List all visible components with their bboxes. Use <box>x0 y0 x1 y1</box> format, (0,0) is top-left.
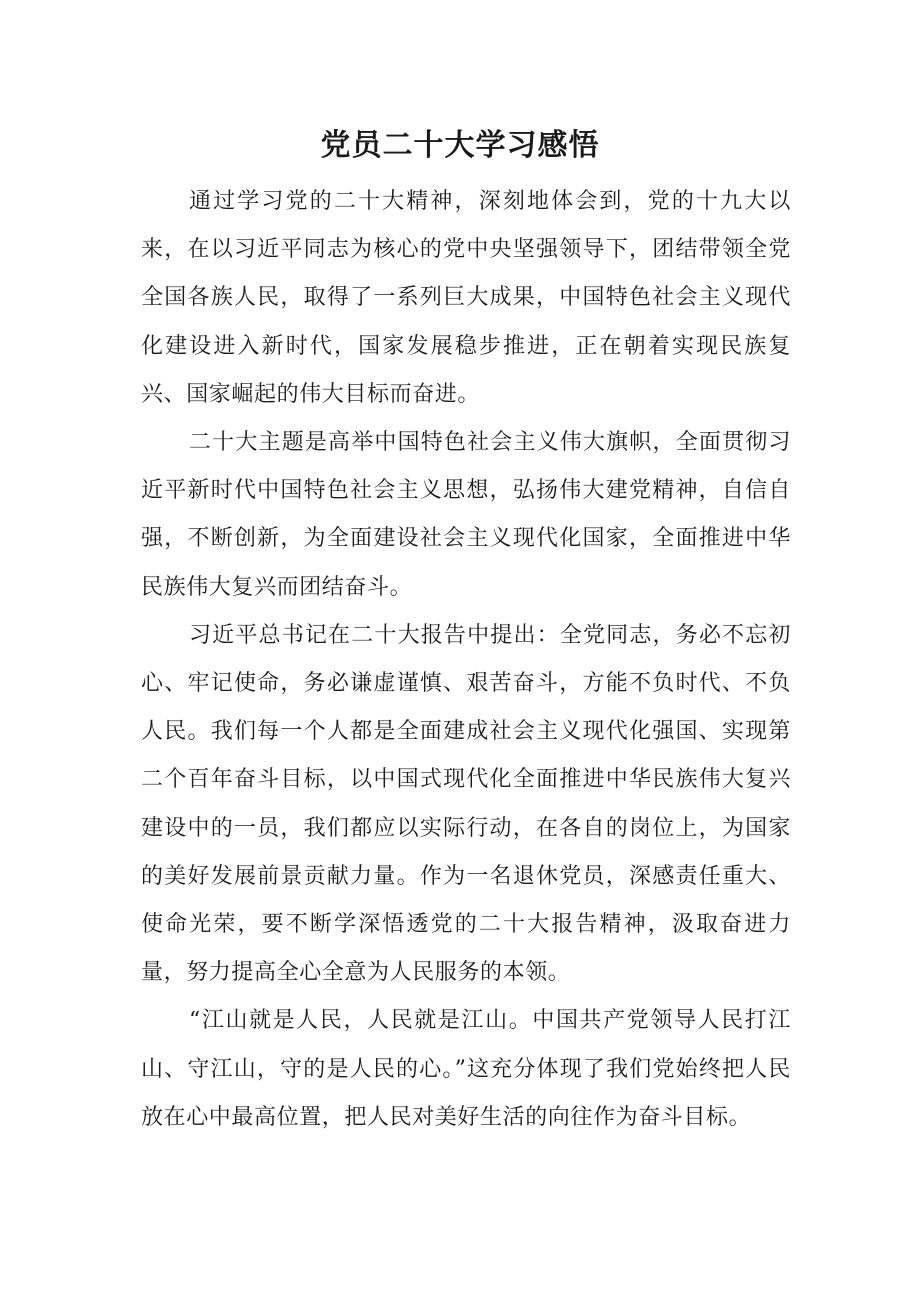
paragraph: 习近平总书记在二十大报告中提出：全党同志，务必不忘初心、牢记使命，务必谦虚谨慎、艰苦奋斗，方能不负时代、不负人民。我们每一个人都是全面建成社会主义现代化强国、实现第二个百年奋斗目标，以中国式现代化全面推进中华民族伟大复兴建设中的一员，我们都应以实际行动，在各自的岗位上，为国家的美好发展前景贡献力量。作为一名退休党员，深感责任重大、使命光荣，要不断学深悟透党的二十大报告精神，汲取奋进力量，努力提高全心全意为人民服务的本领。 <box>141 622 791 986</box>
paragraph: “江山就是人民，人民就是江山。中国共产党领导人民打江山、守江山，守的是人民的心。”这充分体现了我们党始终把人民放在心中最高位置，把人民对美好生活的向往作为奋斗目标。 <box>141 1008 791 1130</box>
document-title: 党员二十大学习感悟 <box>320 128 600 163</box>
document-body <box>141 178 791 1142</box>
paragraph: 通过学习党的二十大精神，深刻地体会到，党的十九大以来，在以习近平同志为核心的党中央坚强领导下，团结带领全党全国各族人民，取得了一系列巨大成果，中国特色社会主义现代化建设进入新时代，国家发展稳步推进，正在朝着实现民族复兴、国家崛起的伟大目标而奋进。 <box>141 189 791 407</box>
paragraph: 二十大主题是高举中国特色社会主义伟大旗帜，全面贯彻习近平新时代中国特色社会主义思想，弘扬伟大建党精神，自信自强，不断创新，为全面建设社会主义现代化国家，全面推进中华民族伟大复兴而团结奋斗。 <box>141 430 791 600</box>
